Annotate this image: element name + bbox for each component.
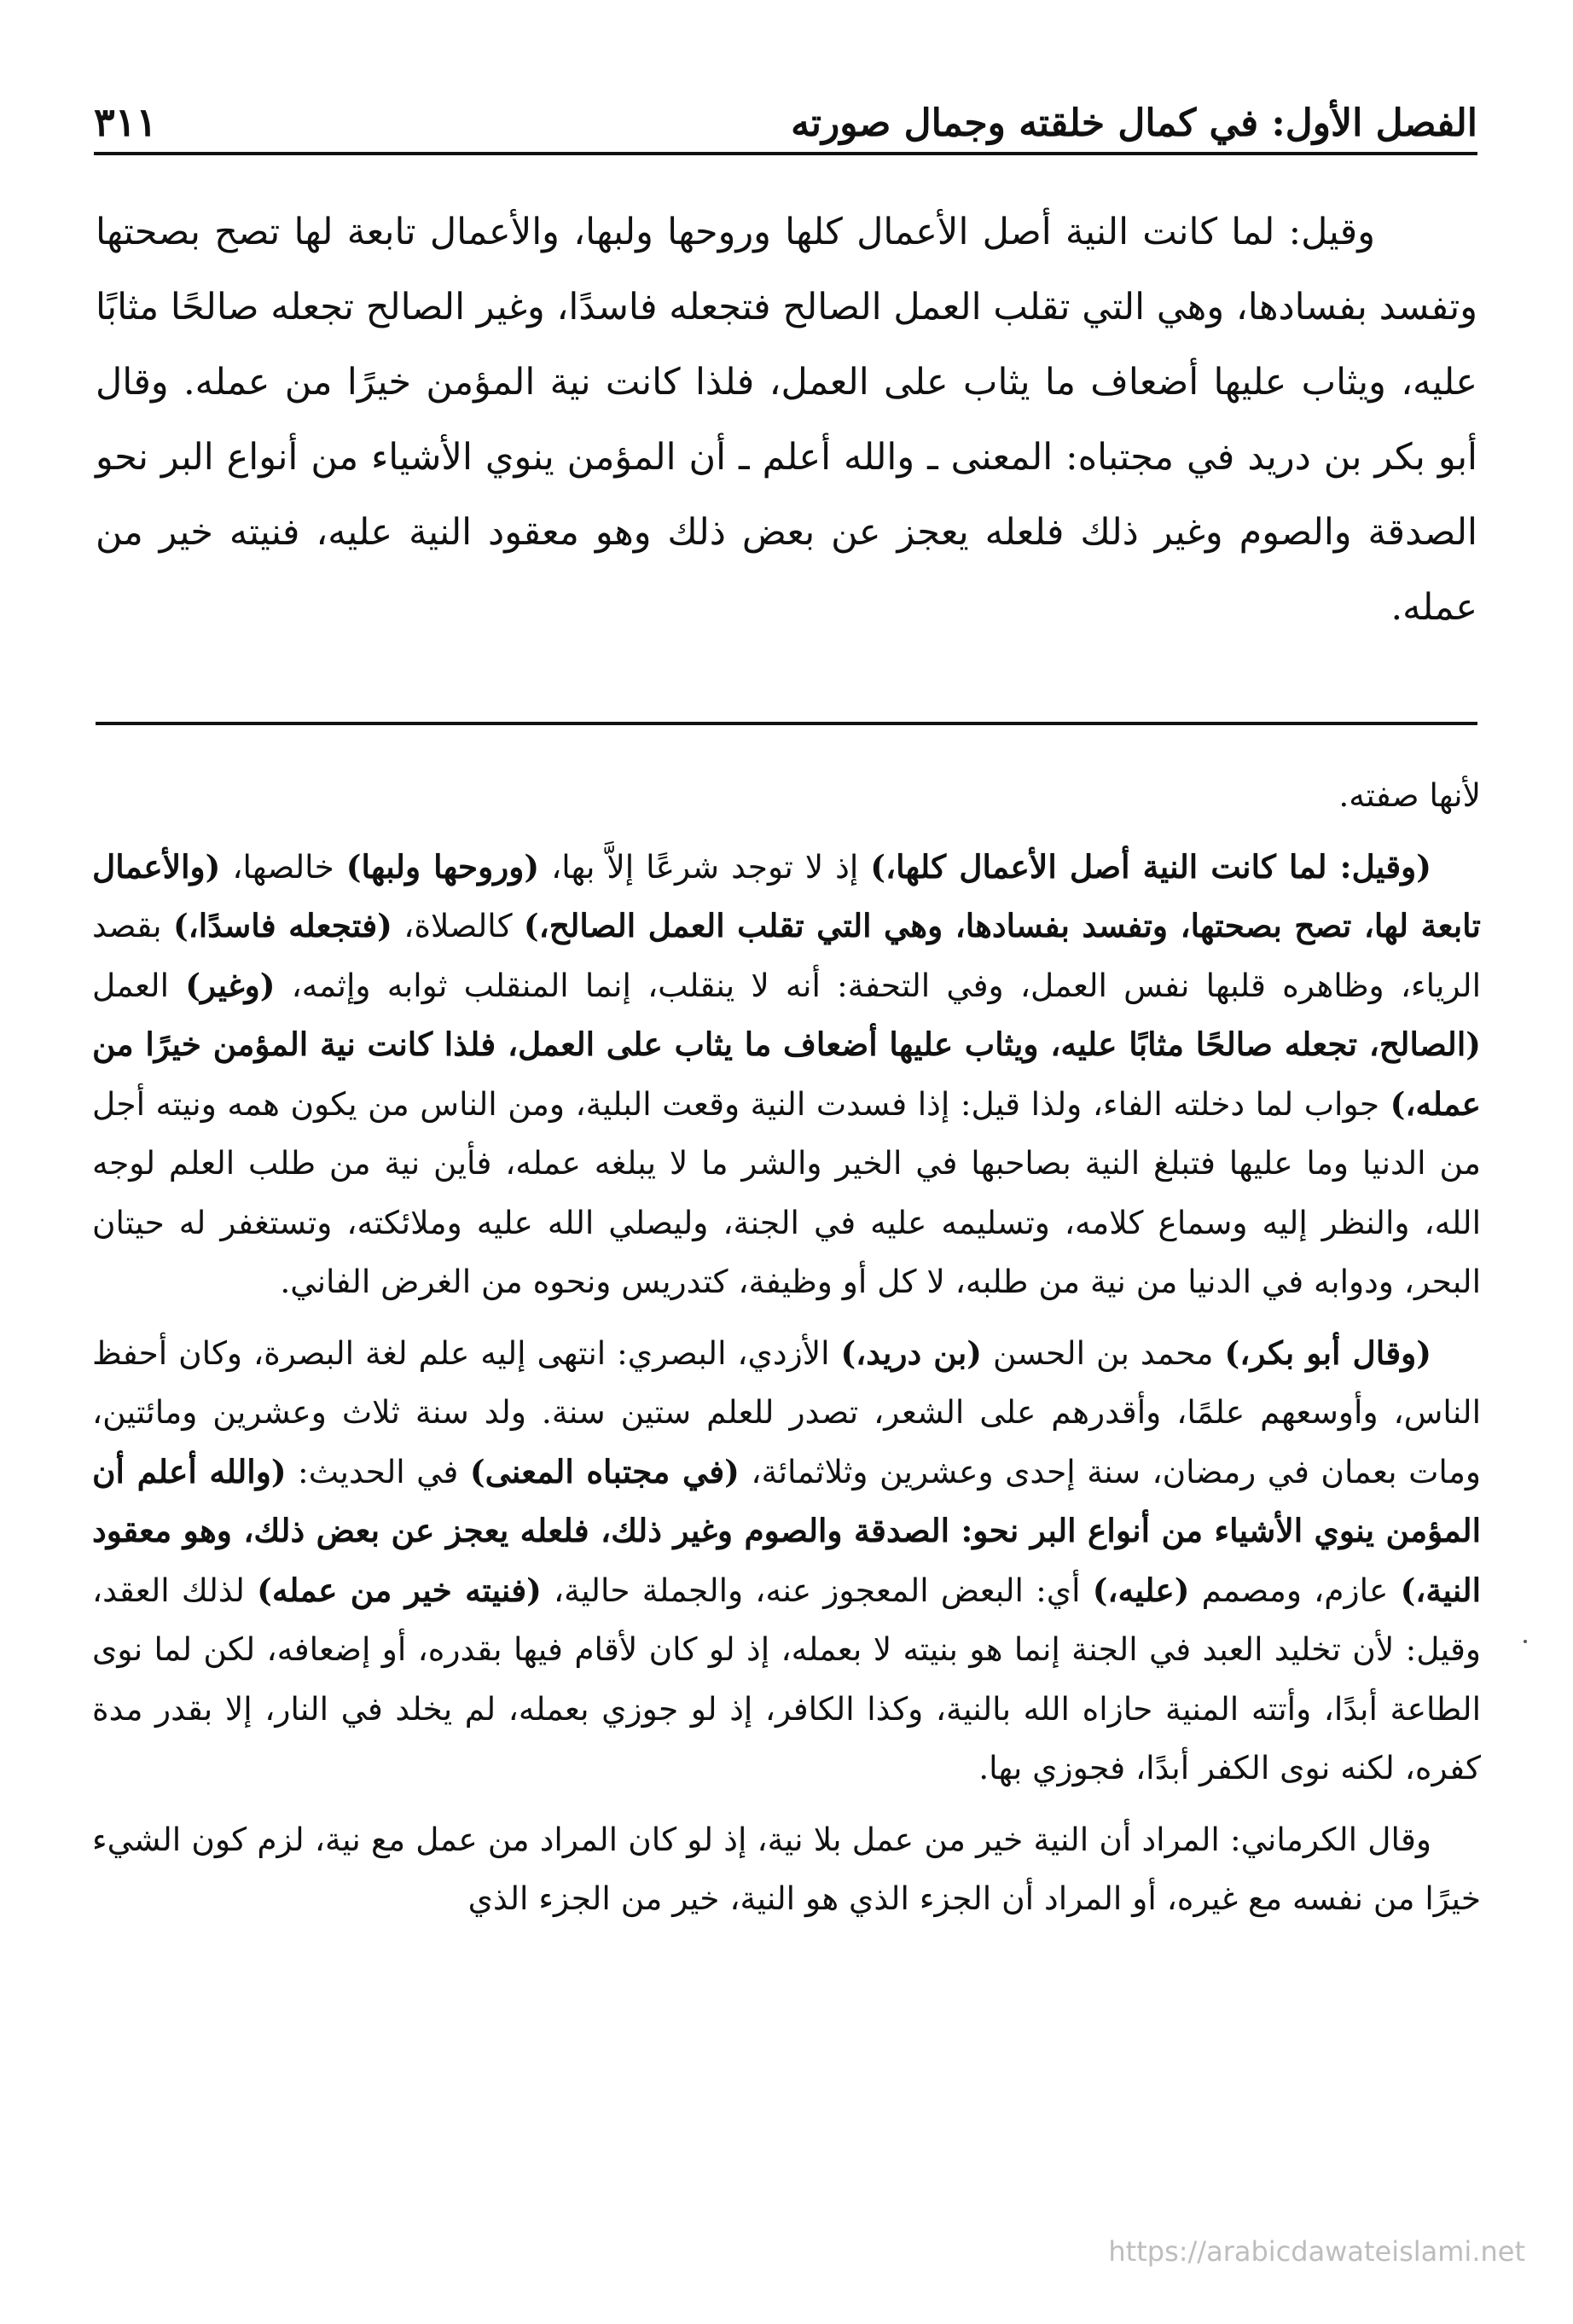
scan-speck (1524, 1640, 1527, 1643)
commentary-text: محمد بن الحسن (982, 1333, 1225, 1372)
quoted-matn: (وقال أبو بكر،) (1224, 1333, 1431, 1372)
commentary-text: بقصد الرياء، وظاهره قلبها نفس العمل، وفي التحفة: أنه لا ينقلب، إنما المنقلب ثوابه وإثمه، (92, 907, 1481, 1004)
header-rule (94, 152, 1477, 155)
commentary-text: وقال الكرماني: المراد أن النية خير من عمل بلا نية، إذ لو كان المراد من عمل مع نية، لزم كون الشيء خيرًا من نفسه مع غيره، أو المراد أن الجزء الذي هو النية، خير من الجزء الذي (92, 1820, 1481, 1917)
commentary-text: إذ لا توجد شرعًا إلاَّ بها، (539, 847, 871, 886)
commentary-text: جواب لما دخلته الفاء، ولذا قيل: إذا فسدت النية وقعت البلية، ومن الناس من يكون همه ونيته أجل من الدنيا وما عليها فتبلغ النية بصاحبها في الخير والشر ما لا يبلغه عمله، فأين نية من طلب العلم لوجه الله، والنظر إليه وسماع كلامه، وتسليمه عليه في الجنة، وليصلي الله عليه وملائكته، وتستغفر له حيتان البحر، ودوابه في الدنيا من نية من طلبه، لا كل أو وظيفة، كتدريس ونحوه من الغرض الفاني. (92, 1084, 1481, 1300)
running-head (94, 85, 1477, 145)
commentary-paragraph-2 (92, 838, 1481, 1312)
quoted-matn: (الصالح، تجعله صالحًا مثابًا عليه، ويثاب عليها أضعاف ما يثاب على العمل، فلذا كانت نية المؤمن خيرًا من عمله،) (92, 1025, 1481, 1123)
main-text (96, 195, 1477, 645)
quoted-matn: (فتجعله فاسدًا،) (172, 907, 392, 944)
commentary-text: خالصها، (220, 847, 346, 886)
commentary-paragraph-4 (92, 1810, 1481, 1929)
commentary-text: عازم، ومصمم (1189, 1571, 1401, 1609)
quoted-matn: (فنيته خير من عمله) (257, 1571, 542, 1609)
quoted-matn: (عليه،) (1092, 1571, 1190, 1609)
commentary-text: العمل (92, 966, 186, 1004)
quoted-matn: (بن دريد،) (840, 1333, 983, 1372)
quoted-matn: (وقيل: لما كانت النية أصل الأعمال كلها،) (870, 847, 1432, 886)
commentary-text: لأنها صفته. (1338, 776, 1481, 814)
commentary-text: الأزدي، البصري: انتهى إليه علم لغة البصرة، وكان أحفظ الناس، وأوسعهم علمًا، وأقدرهم على الشعر، تصدر للعلم ستين سنة. ولد سنة ثلاث وعشرين ومائتين، ومات بعمان في رمضان، سنة إحدى وعشرين وثلاثمائة، (92, 1333, 1482, 1490)
commentary (92, 766, 1481, 1941)
quoted-matn: (والأعمال تابعة لها، تصح بصحتها، وتفسد بفسادها، وهي التي تقلب العمل الصالح،) (92, 847, 1481, 944)
commentary-text: كالصلاة، (392, 907, 524, 944)
quoted-matn: (وغير) (185, 966, 276, 1004)
quoted-matn: (والله أعلم أن المؤمن ينوي الأشياء من أنواع البر نحو: الصدقة والصوم وغير ذلك، فلعله يعجز عن بعض ذلك، وهو معقود النية،) (92, 1452, 1481, 1609)
commentary-text: أي: البعض المعجوز عنه، والجملة حالية، (541, 1571, 1093, 1609)
main-paragraph: وقيل: لما كانت النية أصل الأعمال كلها وروحها ولبها، والأعمال تابعة لها تصح بصحتها وتفسد بفسادها، وهي التي تقلب العمل الصالح فتجعله فاسدًا، وغير الصالح تجعله صالحًا مثابًا عليه، ويثاب عليها أضعاف ما يثاب على العمل، فلذا كانت نية المؤمن خيرًا من عمله. وقال أبو بكر بن دريد في مجتباه: المعنى ـ والله أعلم ـ أن المؤمن ينوي الأشياء من أنواع البر نحو الصدقة والصوم وغير ذلك فلعله يعجز عن بعض ذلك وهو معقود النية عليه، فنيته خير من عمله. (96, 211, 1477, 629)
commentary-text: لذلك العقد، وقيل: لأن تخليد العبد في الجنة إنما هو بنيته لا بعمله، إذ لو كان لأقام فيها بقدره، أو إضعافه، لكن لما نوى الطاعة أبدًا، وأتته المنية حازاه الله بالنية، وكذا الكافر، إذ لو جوزي بعمله، لم يخلد في النار، إلا بقدر مدة كفره، لكنه نوى الكفر أبدًا، فجوزي بها. (92, 1571, 1481, 1787)
chapter-title: الفصل الأول: في كمال خلقته وجمال صورته (791, 102, 1477, 145)
quoted-matn: (وروحها ولبها) (345, 847, 540, 886)
commentary-text: في الحديث: (286, 1452, 470, 1490)
watermark-url: https://arabicdawateislami.net (962, 2235, 1525, 2278)
page-number: ٣١١ (94, 99, 158, 145)
commentary-paragraph-3 (92, 1324, 1481, 1798)
commentary-paragraph-1 (92, 766, 1481, 826)
separator-rule (96, 722, 1477, 725)
quoted-matn: (في مجتباه المعنى) (469, 1452, 740, 1490)
